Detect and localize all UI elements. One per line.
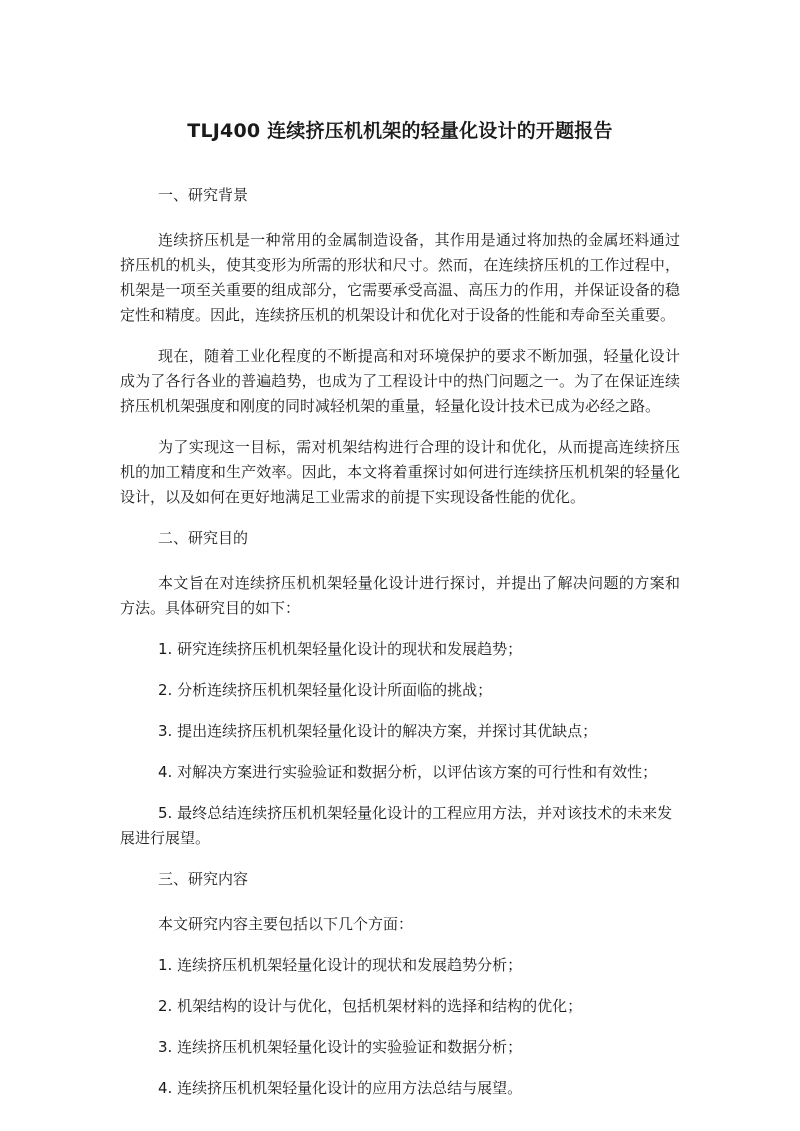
content-item-1: 1. 连续挤压机机架轻量化设计的现状和发展趋势分析； xyxy=(158,956,523,974)
section-heading-objectives: 二、研究目的 xyxy=(158,529,249,547)
content-intro: 本文研究内容主要包括以下几个方面： xyxy=(158,915,414,933)
objectives-item-4: 4. 对解决方案进行实验验证和数据分析，以评估该方案的可行性和有效性； xyxy=(158,763,658,781)
objectives-item-2: 2. 分析连续挤压机机架轻量化设计所面临的挑战； xyxy=(158,681,493,699)
background-paragraph-2: 现在，随着工业化程度的不断提高和对环境保护的要求不断加强，轻量化设计成为了各行各业的普遍趋势，也成为了工程设计中的热门问题之一。为了在保证连续挤压机机架强度和刚度的同时减轻机架的重量，轻量化设计技术已成为必经之路。 xyxy=(120,347,680,415)
objectives-intro: 本文旨在对连续挤压机机架轻量化设计进行探讨，并提出了解决问题的方案和方法。具体研究目的如下： xyxy=(120,574,680,617)
content-item-2: 2. 机架结构的设计与优化，包括机架材料的选择和结构的优化； xyxy=(158,997,583,1015)
objectives-item-1: 1. 研究连续挤压机机架轻量化设计的现状和发展趋势； xyxy=(158,640,523,658)
background-paragraph-3: 为了实现这一目标，需对机架结构进行合理的设计和优化，从而提高连续挤压机的加工精度和生产效率。因此，本文将着重探讨如何进行连续挤压机机架的轻量化设计，以及如何在更好地满足工业需求的前提下实现设备性能的优化。 xyxy=(120,438,680,506)
content-item-4: 4. 连续挤压机机架轻量化设计的应用方法总结与展望。 xyxy=(158,1079,523,1097)
section-heading-background: 一、研究背景 xyxy=(158,186,249,204)
section-heading-content: 三、研究内容 xyxy=(158,870,249,888)
content-item-3: 3. 连续挤压机机架轻量化设计的实验验证和数据分析； xyxy=(158,1038,523,1056)
objectives-item-5: 5. 最终总结连续挤压机机架轻量化设计的工程应用方法，并对该技术的未来发展进行展望。 xyxy=(120,804,673,847)
document-title: TLJ400 连续挤压机机架的轻量化设计的开题报告 xyxy=(187,120,613,142)
document-body xyxy=(120,183,680,1117)
background-paragraph-1: 连续挤压机是一种常用的金属制造设备，其作用是通过将加热的金属坯料通过挤压机的机头，使其变形为所需的形状和尺寸。然而，在连续挤压机的工作过程中，机架是一项至关重要的组成部分，它需要承受高温、高压力的作用，并保证设备的稳定性和精度。因此，连续挤压机的机架设计和优化对于设备的性能和寿命至关重要。 xyxy=(120,231,680,324)
objectives-item-3: 3. 提出连续挤压机机架轻量化设计的解决方案，并探讨其优缺点； xyxy=(158,722,598,740)
